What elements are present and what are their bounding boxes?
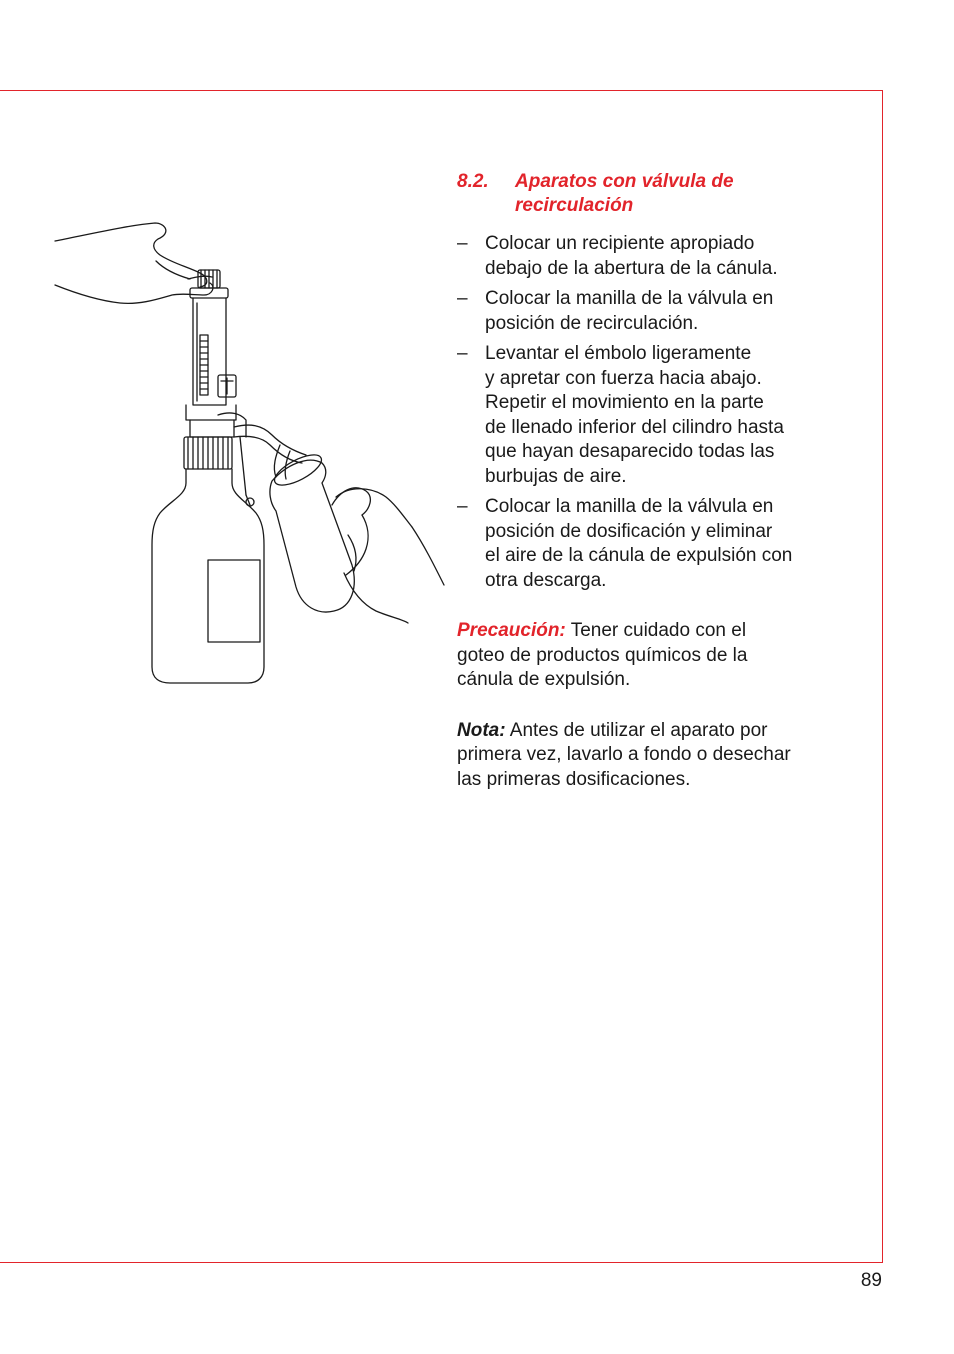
step-item <box>457 287 829 336</box>
general-note <box>457 719 829 793</box>
precaution-line: Tener cuidado con el <box>565 620 747 641</box>
frame-top-rule <box>0 90 883 91</box>
step-dash: – <box>457 496 468 517</box>
step-line: Levantar el émbolo ligeramente <box>485 343 752 364</box>
step-line: que hayan desaparecido todas las <box>485 441 775 462</box>
instructions-column <box>457 170 829 792</box>
step-line: Colocar un recipiente apropiado <box>485 233 755 254</box>
step-item <box>457 342 829 489</box>
step-text <box>485 495 829 593</box>
section-heading <box>457 170 829 218</box>
step-item <box>457 232 829 281</box>
step-line: y apretar con fuerza hacia abajo. <box>485 367 762 389</box>
section-title-line: Aparatos con válvula de <box>515 171 734 192</box>
step-line: Colocar la manilla de la válvula en <box>485 288 774 309</box>
frame-right-rule <box>882 90 883 1262</box>
step-line: posición de dosificación y eliminar <box>485 520 773 542</box>
precaution-line: cánula de expulsión. <box>457 669 631 690</box>
note-line: primera vez, lavarlo a fondo o desechar <box>457 744 791 765</box>
note-line: las primeras dosificaciones. <box>457 768 691 790</box>
section-title-line: recirculación <box>515 195 634 216</box>
step-line: otra descarga. <box>485 569 607 591</box>
bottle-top-dispenser-illustration <box>40 215 450 695</box>
precaution-label: Precaución: <box>457 620 566 641</box>
note-line: Antes de utilizar el aparato por <box>505 719 768 741</box>
section-title <box>515 170 734 218</box>
step-dash: – <box>457 233 468 254</box>
precaution-line: goteo de productos químicos de la <box>457 644 748 666</box>
step-line: Repetir el movimiento en la parte <box>485 392 764 413</box>
step-text <box>485 232 829 281</box>
note-label: Nota: <box>457 719 506 741</box>
frame-bottom-rule <box>0 1262 883 1263</box>
step-line: debajo de la abertura de la cánula. <box>485 257 778 279</box>
step-line: posición de recirculación. <box>485 312 699 334</box>
step-item <box>457 495 829 593</box>
step-line: Colocar la manilla de la válvula en <box>485 496 774 517</box>
step-line: el aire de la cánula de expulsión con <box>485 545 793 566</box>
step-dash: – <box>457 288 468 309</box>
section-number: 8.2. <box>457 171 489 192</box>
step-text <box>485 342 829 489</box>
page-number: 89 <box>860 1270 882 1291</box>
step-list <box>457 232 829 593</box>
step-line: burbujas de aire. <box>485 465 627 487</box>
step-dash: – <box>457 343 468 364</box>
step-line: de llenado inferior del cilindro hasta <box>485 416 784 438</box>
precaution-note <box>457 619 829 693</box>
step-text <box>485 287 829 336</box>
